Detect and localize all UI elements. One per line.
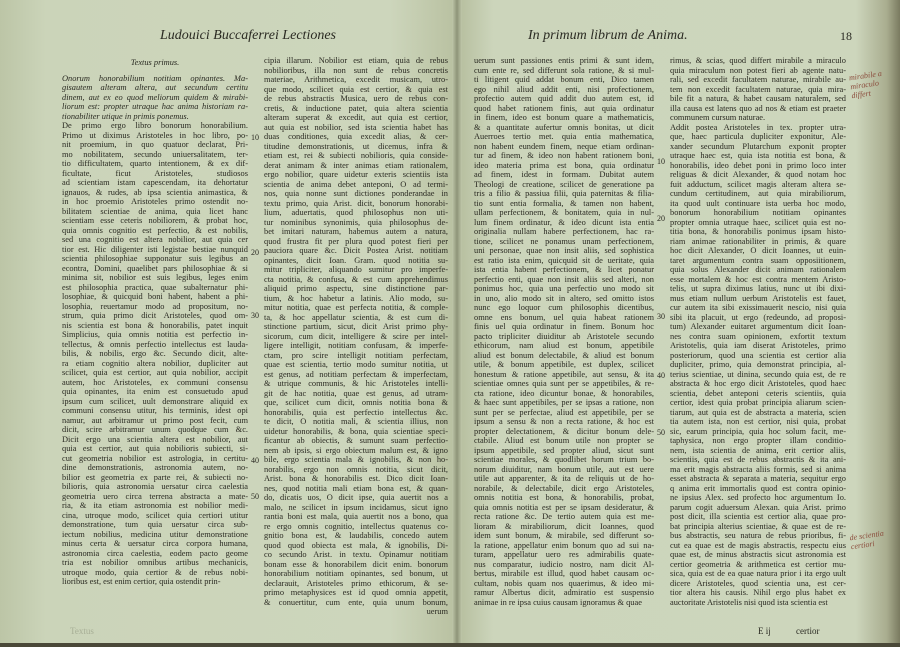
text-line: nos, quia nonne sunt dictiones ponderandae in bbox=[264, 189, 448, 198]
text-line: cultam, nobis quam nos quaerimus, & ideo mi- bbox=[474, 578, 654, 588]
text-line: taret argumentum contra suam opposiitionem, bbox=[670, 255, 846, 265]
text-line: finis uel quia ordinatur in finem. Bonum hoc bbox=[474, 322, 654, 331]
text-line: & conuertitur, cum ente, quia unum bonum, bbox=[264, 597, 448, 607]
text-line: ergo nobilior, quare uidetur exteris scientiis ista bbox=[264, 170, 448, 179]
text-line: Primo ut diximus Aristoteles in hoc libro, po- bbox=[62, 130, 248, 140]
text-line: re ergo omnis cognitio, intellectus quatenus co- bbox=[264, 521, 448, 531]
text-line: ta, & hoc appellatur scientia, & est cum di- bbox=[264, 312, 448, 322]
text-line: posteriorum, quod una scientia est certior alia bbox=[670, 350, 846, 360]
text-line: sicorum, cum dicit, intelligere & scire per intel- bbox=[264, 331, 448, 341]
text-line: losophia, reuertamur modo ad propositum, no- bbox=[62, 301, 248, 311]
text-line: econtra, Domini, quaelibet pars philosophiae & si bbox=[62, 263, 248, 273]
line-number: 10 bbox=[251, 133, 259, 142]
text-line: uni personae, quae non insit aliis, sed sophistica bbox=[474, 246, 654, 255]
text-line: derat animam & inter animas etiam rationalem, bbox=[264, 160, 448, 170]
text-line: certior geometria & arithmetica est certior mu- bbox=[670, 559, 846, 569]
text-line: perfectio enti, quae non insit aliis sed alteri, non bbox=[474, 274, 654, 284]
text-line: propter omnia utraque haec, scilicet quia est no- bbox=[670, 217, 846, 227]
text-line: nes contra suam opinionem, exfortit textum bbox=[670, 331, 846, 341]
text-line: bonorum honorabilium notitiam opinantes bbox=[670, 208, 846, 217]
text-line: tium, & hoc habetur a latinis. Alio modo, su- bbox=[264, 293, 448, 303]
text-line: quia miraculum non potest fieri ab agente natu- bbox=[670, 65, 846, 75]
text-line: strum, quia primo dicit Aristoteles, quod om- bbox=[62, 311, 248, 320]
text-line: dicere Aristoteles, quod scientia una, est cer- bbox=[670, 578, 846, 588]
text-column-1 bbox=[62, 56, 248, 587]
text-line: nem, ista scientia de anima, erit certior aliis, bbox=[670, 445, 846, 455]
running-head: Ludouici Buccaferrei Lectiones bbox=[160, 28, 336, 43]
text-line: lioram & mirabiliorum, dicit Ioannes, quod bbox=[474, 521, 654, 531]
text-line: taphysica, non ergo propter illam conditio- bbox=[670, 436, 846, 445]
text-line: rantia boni est mala, quia auertit nos a bono, qua bbox=[264, 512, 448, 521]
text-line: omne ens bonum, uel quia habeat rationem bbox=[474, 312, 654, 322]
text-line: esset abstracta & separata a materia, sequitur ergo bbox=[670, 474, 846, 483]
text-line: & utrique communis, & hic Aristoteles intelli- bbox=[264, 379, 448, 388]
text-line: sed una cognitio est altera nobilior, aut quia cer bbox=[62, 235, 248, 244]
text-line: uerum sunt passiones entis primi & sunt idem, bbox=[474, 56, 654, 65]
text-line: minus certa & uersatur circa corpora humana, bbox=[62, 539, 248, 548]
line-number: 30 bbox=[251, 311, 259, 320]
handwritten-margin-note: mirabile a miraculo differt bbox=[848, 68, 883, 101]
text-line: cundum certitudinem, aut quia mirabiliorum, bbox=[670, 189, 846, 198]
text-line: scientiae morales, & quodlibet horum trium bo- bbox=[474, 455, 654, 464]
line-number: 10 bbox=[657, 157, 665, 166]
text-line: ti litigent quid addat bonum enti, Dico tamen bbox=[474, 75, 654, 84]
text-line: fuit adductum, scilicet magis alteram altera se- bbox=[670, 179, 846, 189]
text-line: quae est scientia, tertio modo sumitur notitia, ut bbox=[264, 360, 448, 369]
text-line: ipsum cum scilicet, uult demonstrare aliquid ex bbox=[62, 396, 248, 406]
text-line: ctabile. Aliud est bonum utile non propter se bbox=[474, 436, 654, 445]
text-line: & haec sunt appetibiles, per se ipsas a ratione, non bbox=[474, 398, 654, 407]
text-line: propter delectationem, & dicitur bonum dele- bbox=[474, 426, 654, 436]
text-line: tris a filio & passiua filii, quia paternitas & filia- bbox=[474, 189, 654, 198]
text-line: ponimus hoc, quia una perfectio uno modo sit bbox=[474, 284, 654, 293]
text-line: lium, aduertatis, quod philosophus non uti- bbox=[264, 208, 448, 217]
text-line: astronomia circa caelestia, eodem pacto geome bbox=[62, 548, 248, 558]
text-line: profectio autem quid addit duo autem est, id bbox=[474, 94, 654, 103]
text-line: etiam est, rei & subiecti nobilioris, quia conside- bbox=[264, 151, 448, 160]
line-number: 50 bbox=[251, 492, 259, 501]
text-line: quod quod obiecta est mala, & ignobilis, Di- bbox=[264, 540, 448, 550]
text-line: ne ipsius Alex. sed profecto hoc argumentum Io. bbox=[670, 493, 846, 502]
text-line: religuas & dicit Alexander, & quod notam hoc bbox=[670, 170, 846, 179]
text-line: omnis notitia est bona, & honorabilis, probat, bbox=[474, 493, 654, 502]
text-line: q anima erit immortalis quod est contra opinio- bbox=[670, 483, 846, 493]
faint-signature: Textus bbox=[70, 626, 94, 636]
text-line: malo, ne scilicet in ipsum incidamus, sicut igno bbox=[264, 502, 448, 512]
text-line: ego nihil aliud addit enti, nisi profectionem, bbox=[474, 84, 654, 94]
text-line: sibi ita placuit, ut ergo (redeundo, ad proposi- bbox=[670, 312, 846, 322]
text-line: opinantes, dicit Ioan. Gram. quod notitia su- bbox=[264, 255, 448, 265]
text-line: scientia de anima debet anteponi, O ad termi- bbox=[264, 179, 448, 189]
text-line: auctoritate Aristotelis nisi quod ista scientia est bbox=[670, 597, 828, 607]
text-line: alteram superat & excedit, aut quia est certior, bbox=[264, 113, 448, 122]
text-line: bus abstractis, seu natura de rebus prioribus, fi- bbox=[670, 531, 846, 540]
text-line: ista entia habent perfectionem, & licet ponatur bbox=[474, 265, 654, 274]
text-line: Addit postea Aristoteles in tex. propter utra- bbox=[670, 122, 846, 132]
text-column-3 bbox=[474, 56, 654, 607]
text-line: rali, sed excedit facultatem naturae, mirabile au- bbox=[670, 75, 846, 84]
text-line: ad scientiam istam capescendam, ita dehortatur bbox=[62, 178, 248, 187]
text-line: materiae, Arithmetica, excedit musicam, utro- bbox=[264, 75, 448, 84]
text-line: mitur notitia, quae est perfecta notitia, & comple- bbox=[264, 303, 448, 312]
text-line: tio sunt entia formalia, & tamen non habent, bbox=[474, 198, 654, 208]
text-line: cta ratione, ideo dicuntur bonae, & honorabiles, bbox=[474, 388, 654, 398]
text-line: utroque modo, quia certior & de rebus nobi- bbox=[62, 567, 248, 577]
text-line: bilitatem scientiae de anima, quia licet hanc bbox=[62, 206, 248, 216]
text-line: norabilis, ergo non omnis notitia, sicut dicit, bbox=[264, 464, 448, 474]
text-line: cta notitia, & confusa, & est cum apprehendimus bbox=[264, 274, 448, 284]
text-line: liorum est: propter utraque hac anima historiam ra- bbox=[62, 102, 248, 111]
text-line: ullam perfectionem, & bonitatem, quia in nul- bbox=[474, 208, 654, 217]
text-line: bile fit a natura, & habet causam naturalem, sed bbox=[670, 94, 846, 103]
text-line: primo metaphysices est id quod omnia appetit, bbox=[264, 588, 448, 597]
text-line: Aristotelis, quia iam diserat Aristoteles, primo bbox=[670, 341, 846, 350]
text-line: riam animae rationabiliter in primis, & quare bbox=[670, 236, 846, 246]
text-line: non habent eundem finem, neque etiam ordinan- bbox=[474, 141, 654, 151]
line-number: 30 bbox=[657, 312, 665, 321]
text-line: ficultate, ficut Aristoteles, studiosos bbox=[62, 168, 248, 178]
text-line: idem sunt bonum, & mirabile, sed differunt so- bbox=[474, 531, 654, 540]
text-line: co secundo Arist. in textu. Opinamur notitiam bbox=[264, 550, 448, 559]
scan-edge bbox=[0, 643, 900, 647]
text-line: titia bona, & honorabilis ponimus ipsam histo- bbox=[670, 227, 846, 236]
text-line: tio difficultatem, quarto intentionem, & ex dif- bbox=[62, 159, 248, 168]
text-line: ramur Albertus dicit, admiratio est suspensio bbox=[474, 588, 654, 597]
text-line: tia autem ista, non est certior, nisi quia, probat bbox=[670, 417, 846, 426]
text-line: quia est certior, aut quia nobilioris subiecti, si- bbox=[62, 444, 248, 453]
text-line: ignauos, & rudes, ab ipsa scientia animastica, & bbox=[62, 187, 248, 197]
text-line: norum diuiditur, nam bonum utile, aut est uere bbox=[474, 464, 654, 474]
text-column-2 bbox=[264, 56, 448, 617]
text-line: cina, utroque modo, scilicet quia certiori utitur bbox=[62, 510, 248, 520]
page-number: 18 bbox=[840, 29, 852, 43]
text-line: honestum & ratione appetibile, aut sensu, & ita bbox=[474, 369, 654, 379]
text-line: nes, quod notitia mali etiam bona est, & quan- bbox=[264, 483, 448, 493]
text-line: parum cogit aduersum Alexan. quia Arist. primo bbox=[670, 502, 846, 512]
text-line: in uno, alio modo sit in altero, sed omitto istos bbox=[474, 293, 654, 303]
line-number: 50 bbox=[657, 428, 665, 437]
text-line: tem non excedit facultatem naturae, quia mira- bbox=[670, 84, 846, 94]
text-line: mus etiam nullum uerbum Aristotelis est fauet, bbox=[670, 293, 846, 303]
text-line: scientiae omnes quia sunt per se appetibiles, & re- bbox=[474, 379, 654, 388]
text-line: ctam, pro scire intelligit notitiam perfectam, bbox=[264, 350, 448, 360]
text-line: utile aut apparenter, & ita de reliquis ut de ho- bbox=[474, 474, 654, 483]
text-line: ipsum appetibile, sed propter aliud, sicut sunt bbox=[474, 445, 654, 455]
running-head: In primum librum de Anima. bbox=[528, 28, 688, 43]
text-line: gisautem alteram altera, aut secundum certitu bbox=[62, 83, 248, 92]
text-line: demonstratione, tum quia uersatur circa sub- bbox=[62, 520, 248, 529]
text-line: tum) Alexander euitaret argumentum dicit Ioan- bbox=[670, 322, 846, 331]
text-line: quae est, de minus abstractis sicut astronomia est bbox=[670, 550, 846, 559]
text-line: hoc dicit Alexander, O dicit Ioannes, ut euin- bbox=[670, 246, 846, 255]
text-line: titudine demonstrationis, ut dicemus, infra & bbox=[264, 141, 448, 151]
text-line: lioribus est, est enim certior, quia ostendit prin- bbox=[62, 577, 221, 586]
text-line: nem ab ipsis, si ergo obiectum malum est, & igno bbox=[264, 445, 448, 455]
text-line: honorabilium notitiam opinantes, sed bonum, ut bbox=[264, 569, 448, 578]
text-line: tior est. Hic diligenter isti legistae bestiae nunquid bbox=[62, 244, 248, 254]
catchword: certior bbox=[796, 626, 820, 636]
text-line: utraque haec est, quia ista notitia est bona, & bbox=[670, 151, 846, 160]
text-line: abstracta & hoc ergo dicit Aristoteles, quod haec bbox=[670, 379, 846, 388]
text-line: ficantur ab obiectis, & sumunt suam perfectio- bbox=[264, 436, 448, 445]
text-line: quod frustra fit per plura quod potest fieri per bbox=[264, 236, 448, 246]
text-line: textu primo, quia Arist. dicit, bonorum honorabi- bbox=[264, 198, 448, 208]
text-line: dinem, aut ex eo quod meliorum quidem & mirabi- bbox=[62, 92, 248, 102]
text-line: nunc ego loquor cum philosophis dicentibus, bbox=[474, 303, 654, 312]
text-line: ad finem, idest in formam. Dubitat autem bbox=[474, 170, 654, 179]
text-line: Onorum honorabilium notitiam opinantes. Ma- bbox=[62, 73, 248, 83]
text-line: aliud est bonum delectabile, & aliud est bonum bbox=[474, 350, 654, 360]
text-line: gnitio bona est, & laudabilis, concedo autem bbox=[264, 531, 448, 540]
text-line: pacto tripliciter diuiditur ab Aristotele secundo bbox=[474, 331, 654, 341]
text-line: ipsum a sensu & non a recta ratione, & hoc est bbox=[474, 417, 654, 426]
text-line: Theologi de creatione, scilicet de generatione pa bbox=[474, 179, 654, 189]
text-line: git de hac notitia, quae est genus, ad utram- bbox=[264, 388, 448, 398]
text-line: turam, appellatur uero res admirabilis quate- bbox=[474, 550, 654, 559]
text-line: est genus, ad notitiam perfectam & imperfectam, bbox=[264, 369, 448, 379]
text-line: ma erit magis abstracta aliis formis, sed si anima bbox=[670, 464, 846, 474]
text-line: cum ente re, sed differunt sola ratione, & si mul- bbox=[474, 65, 654, 75]
text-line: ra etiam cognitio altera nobilior, dupliciter aut bbox=[62, 358, 248, 368]
text-line: declarauit, Aristoteles primo ethicorum, & se- bbox=[264, 578, 448, 588]
text-line: Auerroes tertio met. quia entia mathematica, bbox=[474, 132, 654, 141]
text-line: animae in re ipsa cuius causam ignoramus & quae bbox=[474, 597, 642, 607]
text-line: scientiam esse ceteris nobiliorem, & probat hoc, bbox=[62, 216, 248, 225]
text-line: rimus, & scias, quod differt mirabile a miraculo bbox=[670, 56, 846, 65]
text-line: ita quod uult continuare ista uerba hoc modo, bbox=[670, 198, 846, 208]
text-line: quia omnis cognitio est perfectio, & est nobilis, bbox=[62, 225, 248, 235]
text-line: bilis, & nobilis, ergo &c. Secundo dicit, alte- bbox=[62, 349, 248, 358]
text-line: te dicit, O notitia mali, & scientia illius, non bbox=[264, 417, 448, 426]
text-line: tionabiliter utique in primis ponemus. bbox=[62, 111, 189, 121]
text-line: mitur tripliciter, aliquando sumitur pro imperfe- bbox=[264, 265, 448, 274]
text-column-4 bbox=[670, 56, 846, 607]
text-line: nus comparatur, iudicio nostro, nam dicit Al- bbox=[474, 559, 654, 569]
text-line: communi consensu utitur, his terminis, idest opi bbox=[62, 406, 248, 415]
text-line: est philosophia practica, quae subalternatur phi- bbox=[62, 282, 248, 292]
text-line: ria, & ita etiam astronomia est nobilior medi- bbox=[62, 501, 248, 510]
text-line: mo nobilitatem, secundo uniuersalitatem, ter- bbox=[62, 149, 248, 159]
text-line: norabile, & delectabile, dicit ergo Aristoteles, bbox=[474, 483, 654, 493]
text-line: Textus primus. bbox=[130, 58, 180, 67]
text-line: bile, ergo scientia mala & ignobilis, & non ho- bbox=[264, 455, 448, 464]
text-line: illa causa est latens quo ad nos & etiam est praeter bbox=[670, 103, 846, 113]
text-line: cut geometria nobilior est astrologia, in certitu- bbox=[62, 453, 248, 463]
text-line: honorabilis, ideo debet poni in primo loco inter bbox=[670, 160, 846, 170]
text-line: tur nominibus synonimis, quia philosophus de- bbox=[264, 217, 448, 227]
text-line: tione, scilicet ne ponamus unam perfectionem, bbox=[474, 236, 654, 246]
text-line: aut quia est nobilior, sed ista scientia habet has bbox=[264, 122, 448, 132]
text-line: terius scientiae, ut dinina, secundo quia est, de re bbox=[670, 369, 846, 379]
text-line: communem cursum naturae. bbox=[670, 113, 766, 122]
text-line: bilioris, quia astronomia uersatur circa caelestia bbox=[62, 482, 248, 491]
text-line: autem, hoc Aristoteles, ex communi consensu bbox=[62, 377, 248, 387]
text-line: duas conditiones, quia excedit alias, & cer- bbox=[264, 132, 448, 141]
text-line: do, dicatis uos, O dicit ipse, quia auertit nos a bbox=[264, 493, 448, 502]
text-line: namur, aut arbitramur ut primo post fecit, cum bbox=[62, 415, 248, 425]
text-line: xander secundum Plutarchum exponit propter bbox=[670, 141, 846, 151]
text-line: sica, quia est de ea quae natura prior i ita ergo uult bbox=[670, 569, 846, 578]
text-line: la ratione, appellatur enim bonum quo ad sui na- bbox=[474, 540, 654, 550]
text-line: quia opinantes, ita enim est consuetudo apud bbox=[62, 387, 248, 396]
line-number: 20 bbox=[251, 248, 259, 257]
text-line: bet imitari naturam, habemus autem a natura, bbox=[264, 227, 448, 236]
text-line: uerum bbox=[426, 607, 448, 616]
text-line: quod habet rationem finis, aut quia ordinatur bbox=[474, 103, 654, 113]
text-line: que, haec particula dupliciter exponitur, Ale- bbox=[670, 132, 846, 141]
text-line: ideo materia prima est bona, quia ordinatur bbox=[474, 160, 654, 170]
text-line: dupliciter, primo, quia demonstrat principia, al- bbox=[670, 360, 846, 369]
text-line: quia solus Alexander dicit animam rationalem bbox=[670, 265, 846, 274]
text-line: de rebus abstractis Musica, uero de rebus con- bbox=[264, 94, 448, 103]
text-line: sic, earum principia, quia hoc solum facit, me- bbox=[670, 426, 846, 436]
text-line: utile, & bonum appetibile, est duplex, scilicet bbox=[474, 360, 654, 369]
text-line: bilior est geometria ex parte rei, & subiecti no- bbox=[62, 472, 248, 482]
line-number: 40 bbox=[657, 371, 665, 380]
right-page bbox=[458, 0, 900, 643]
text-line: honorabilis, quia est perfectio intellectus &c. bbox=[264, 407, 448, 417]
text-line: tria est nobilior omnibus artibus mechanicis, bbox=[62, 558, 248, 567]
text-line: certior, idest quia probat principia aliarum scien- bbox=[670, 398, 846, 407]
text-line: bertus, mirabile est illud, quod habet causam oc- bbox=[474, 569, 654, 578]
text-line: que modo, scilicet quia est certior, & quia est bbox=[264, 84, 448, 94]
text-line: nobilioribus, illa non sunt de rebus concretis bbox=[264, 65, 448, 75]
text-line: Arist. bona & honorabilis est. Dico dicit Ioan- bbox=[264, 474, 448, 483]
text-line: scilicet, quia est certior, aut quia nobilior, accipit bbox=[62, 368, 248, 377]
text-line: Dicit ergo una scientia altera est nobilior, aut bbox=[62, 434, 248, 444]
text-line: dicit, scire arbitramur unum quodque cum &c. bbox=[62, 425, 248, 434]
text-line: nit proemium, in quo quatuor declarat, Pri- bbox=[62, 140, 248, 149]
text-line: scientia philosophiae supponatur suis legibus an bbox=[62, 254, 248, 263]
text-line: cur autem ita sibi exissimauerit nescio, nisi quia bbox=[670, 303, 846, 312]
signature-mark: E ij bbox=[758, 626, 771, 636]
text-line: in finem, ideo est bonum quare a mathematicis, bbox=[474, 113, 654, 122]
text-line: cut ea quae est de magis abstractis, respectu eius bbox=[670, 540, 846, 550]
text-line: losophiae, & quicquid boni habent, habent a phi- bbox=[62, 292, 248, 301]
text-line: geometria uero circa terrena abstracta a mate- bbox=[62, 491, 248, 501]
text-line: nis scientia est bona & honorabilis, patet inquit bbox=[62, 320, 248, 330]
text-line: tiarum, aut quia est de abstracta a materia, scien bbox=[670, 407, 846, 417]
text-line: stinctione partium, sicut, dicit Arist primo phy- bbox=[264, 322, 448, 331]
text-line: quia omnis notitia est per se ipsam desideratur, & bbox=[474, 502, 654, 512]
text-line: uidetur honorabilis, & bona, quia scientiae speci- bbox=[264, 426, 448, 436]
text-line: tur ad finem, & ideo non habent rationem boni, bbox=[474, 151, 654, 160]
text-line: originalia nullam habere perfectionem, hac ra- bbox=[474, 227, 654, 236]
handwritten-margin-note: de scientia certiori bbox=[848, 528, 885, 552]
text-line: sunt per se perfectae, aliud est appetibile, per se bbox=[474, 407, 654, 417]
text-line: De primo ergo libro bonorum honorabilium. bbox=[62, 121, 248, 130]
text-line: Simplicius, quia omnis notitia est perfectio in- bbox=[62, 330, 248, 339]
text-line: iectum nobilius, medicina utitur demonstratione bbox=[62, 529, 248, 539]
text-line: tellectus, & omnis perfectio intellectus est lauda- bbox=[62, 339, 248, 349]
text-line: ligere intelligit, notitiam confusam, & imperfe- bbox=[264, 341, 448, 350]
text-line: lum finem ordinatur, & ideo dicunt ista entia bbox=[474, 217, 654, 227]
text-line: bat principia alterius scientiae, & quae est de re- bbox=[670, 521, 846, 531]
text-line: est ratio ista enim, quicquid sit de ueritate, quia bbox=[474, 255, 654, 265]
text-line: aliquid primo aspectu, sine distinctione par- bbox=[264, 284, 448, 293]
text-line: cretis, & inductione patet, quia altera scientia bbox=[264, 103, 448, 113]
text-line: telis, ut supra diximus latius, nunc ut ibi dixi- bbox=[670, 284, 846, 293]
text-line: & a quantitate aufertur omnis bonitas, ut dicit bbox=[474, 122, 654, 132]
text-line: dine demonstrationis, astronomia autem, no- bbox=[62, 463, 248, 472]
text-line: minima sit, nobilior est suis legibus, leges enim bbox=[62, 273, 248, 282]
text-line: bonam esse & honorabilem dicit enim. bonorum bbox=[264, 559, 448, 569]
text-line: ethicorum, nam aliud est bonum, appetibile bbox=[474, 341, 654, 350]
text-line: que, scilicet cum dicit, omnis notitia bona & bbox=[264, 398, 448, 407]
line-number: 40 bbox=[251, 456, 259, 465]
text-line: recta ratione &c. De tertio autem quia est me- bbox=[474, 512, 654, 521]
text-line: cipia illarum. Nobilior est etiam, quia de rebus bbox=[264, 56, 448, 65]
text-line: tior altera his causis. Nihil ergo plus habet ex bbox=[670, 588, 846, 597]
line-number: 20 bbox=[657, 214, 665, 223]
text-line: pauciora quare &c. Dicit Postea Arist. notitiam bbox=[264, 246, 448, 255]
text-line: esse mortalem & hoc est contra mentem Aristo- bbox=[670, 274, 846, 284]
text-line: post dicit, illa scientia est certior alia, quae pro- bbox=[670, 512, 846, 521]
text-line: scientiis, quia est de rebus abstractis & ita ani- bbox=[670, 455, 846, 464]
text-line: in hoc proemio Aristoteles primo ostendit no- bbox=[62, 197, 248, 206]
book-gutter bbox=[452, 0, 462, 643]
text-line: scientia, debet anteponi ceteris scientiis, quia bbox=[670, 388, 846, 398]
